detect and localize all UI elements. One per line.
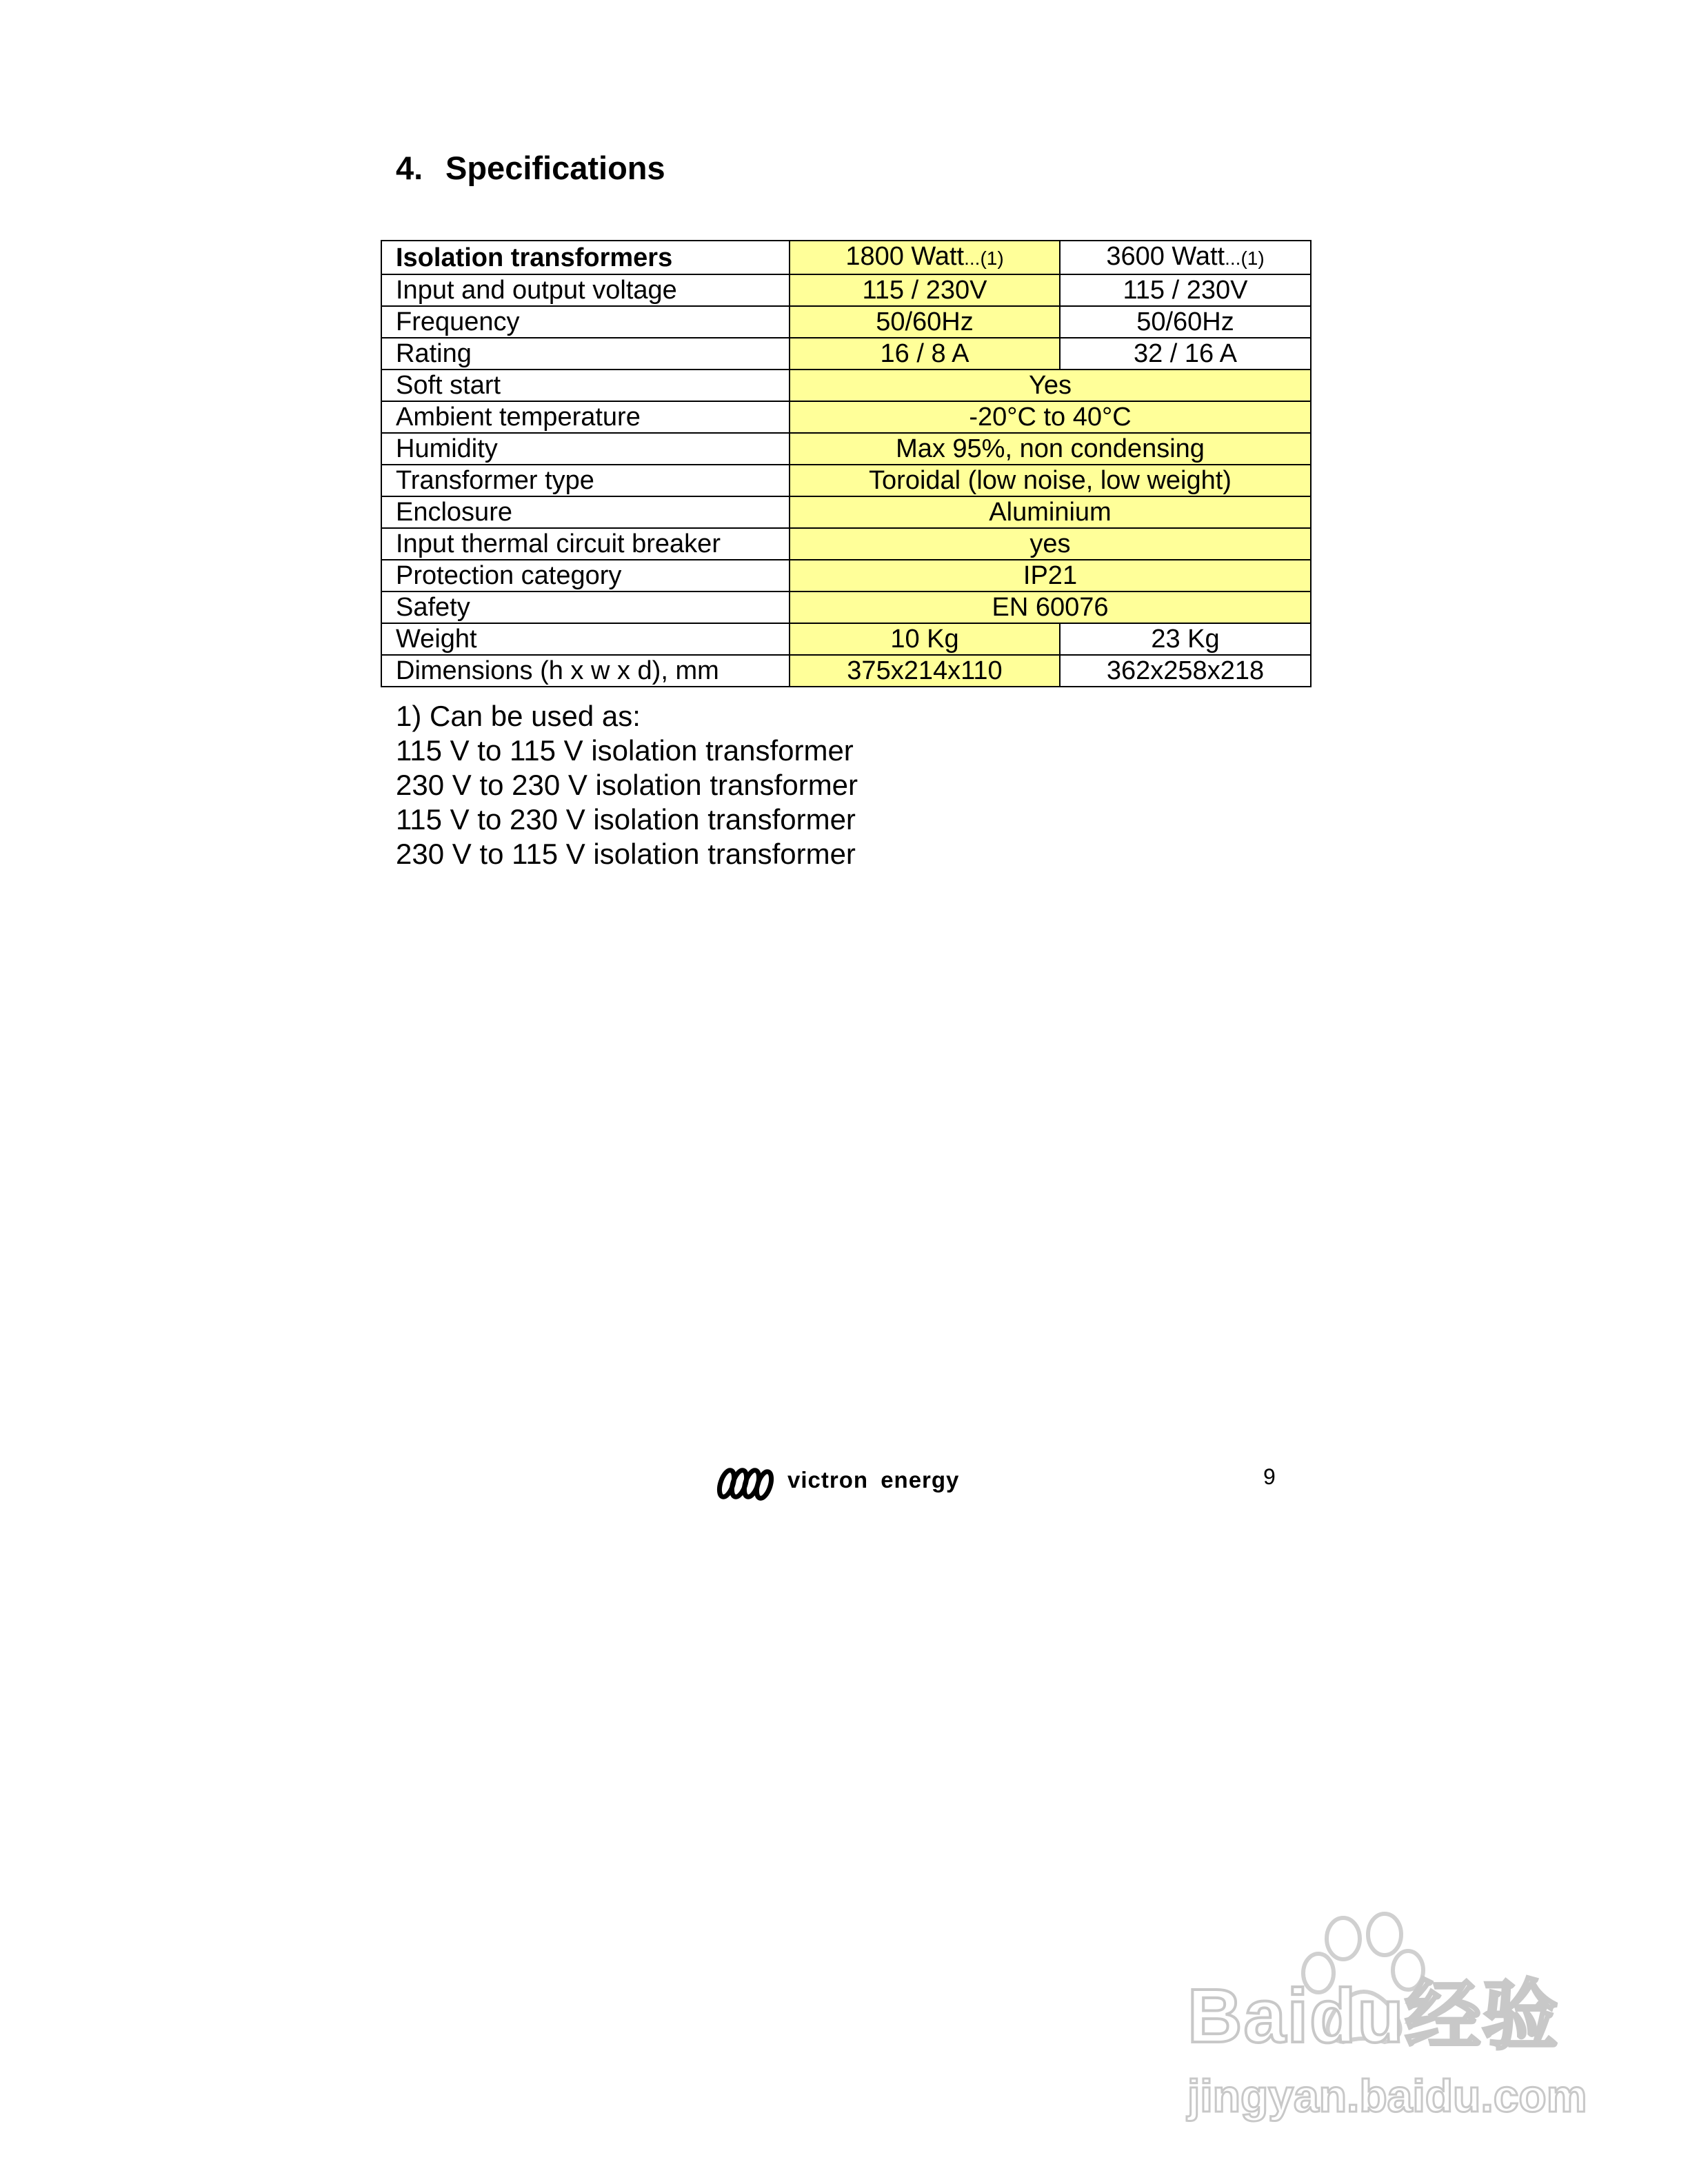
victron-logo [714,1463,959,1504]
row-value-3600: 23 Kg [1060,623,1311,655]
row-value-shared: IP21 [790,560,1311,592]
coil-logo-icon [714,1463,781,1504]
footnote-line: 230 V to 230 V isolation transformer [396,769,858,801]
row-value-1800: 10 Kg [790,623,1060,655]
row-value-shared: Yes [790,370,1311,401]
row-value-3600: 32 / 16 A [1060,338,1311,370]
row-value-shared: EN 60076 [790,592,1311,623]
row-label: Enclosure [381,496,790,528]
table-row [381,401,1311,433]
table-header-row [381,241,1311,274]
row-label: Humidity [381,433,790,465]
row-value-1800: 375x214x110 [790,655,1060,687]
row-value-1800: 16 / 8 A [790,338,1060,370]
table-row [381,274,1311,306]
footnote-line: 115 V to 115 V isolation transformer [396,734,854,767]
table-row [381,655,1311,687]
row-label: Protection category [381,560,790,592]
specifications-table [381,240,1312,687]
table-row [381,592,1311,623]
row-label: Dimensions (h x w x d), mm [381,655,790,687]
table-row [381,433,1311,465]
row-value-shared: Max 95%, non condensing [790,433,1311,465]
footnote-intro: 1) Can be used as: [396,700,641,732]
row-value-shared: Aluminium [790,496,1311,528]
row-label: Safety [381,592,790,623]
row-label: Rating [381,338,790,370]
section-heading [396,149,665,187]
row-value-shared: -20°C to 40°C [790,401,1311,433]
row-value-1800: 50/60Hz [790,306,1060,338]
row-label: Input and output voltage [381,274,790,306]
row-value-3600: 362x258x218 [1060,655,1311,687]
row-label: Weight [381,623,790,655]
row-value-3600: 50/60Hz [1060,306,1311,338]
watermark-url: jingyan.baidu.com [1187,2070,1587,2121]
header-label: Isolation transformers [381,241,790,274]
brand-name: victron energy [787,1467,960,1493]
row-value-shared: Toroidal (low noise, low weight) [790,465,1311,496]
footnote-line: 230 V to 115 V isolation transformer [396,838,856,870]
section-number: 4. [396,150,423,186]
table-row [381,370,1311,401]
table-row [381,306,1311,338]
header-model-3600: 3600 Watt...(1) [1060,241,1311,274]
row-value-3600: 115 / 230V [1060,274,1311,306]
section-title: Specifications [445,150,665,186]
footnote [396,699,858,871]
table-row [381,623,1311,655]
row-label: Ambient temperature [381,401,790,433]
row-value-1800: 115 / 230V [790,274,1060,306]
table-row [381,338,1311,370]
page-number: 9 [1263,1464,1276,1489]
footnote-line: 115 V to 230 V isolation transformer [396,803,856,836]
row-label: Transformer type [381,465,790,496]
table-row [381,560,1311,592]
row-label: Frequency [381,306,790,338]
table-row [381,496,1311,528]
table-row [381,465,1311,496]
row-label: Input thermal circuit breaker [381,528,790,560]
row-label: Soft start [381,370,790,401]
row-value-shared: yes [790,528,1311,560]
watermark-text: Baidu经验 [1187,1974,1560,2059]
header-model-1800: 1800 Watt...(1) [790,241,1060,274]
table-row [381,528,1311,560]
